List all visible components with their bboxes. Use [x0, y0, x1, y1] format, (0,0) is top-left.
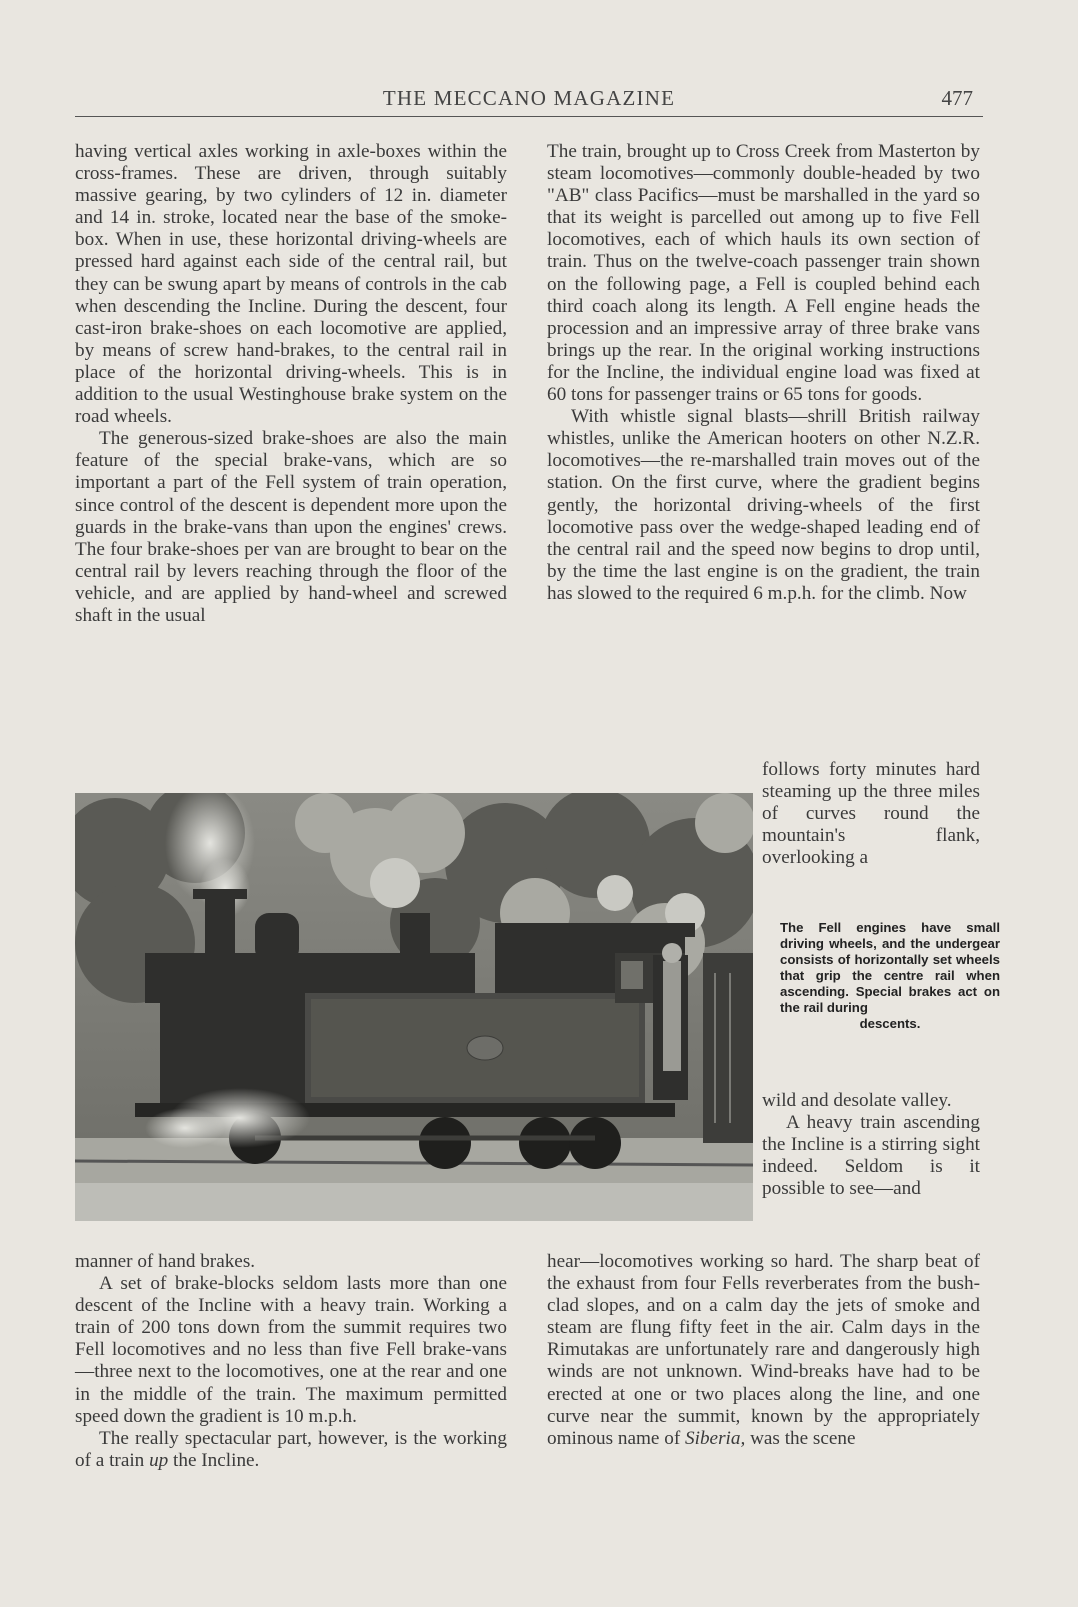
paragraph: follows forty minutes hard steaming up the three miles of curves round the mountain's flank, overlooking a	[762, 759, 980, 869]
paragraph: wild and desolate valley.	[762, 1090, 952, 1111]
left-column-top	[75, 141, 507, 627]
paragraph: The train, brought up to Cross Creek from Masterton by steam locomotives—commonly double-headed by two "AB" class Pacifics—must be marshalled in the yard so that its weight is parcelled out among up to five Fell locomotives, each of which hauls its own section of train. Thus on the twelve-coach passenger train shown on the following page, a Fell is coupled behind each third coach along its length. A Fell engine heads the procession and an impressive array of three brake vans brings up the rear. In the original working instructions for the Incline, the individual engine load was fixed at 60 tons for passenger trains or 65 tons for goods.	[547, 141, 980, 406]
photo-caption	[780, 920, 1000, 1032]
paragraph	[75, 1428, 507, 1472]
right-narrow-column-top	[762, 759, 980, 869]
paragraph: The generous-sized brake-shoes are also the main feature of the special brake-vans, which are so important a part of the Fell system of train operation, since control of the descent is dependent more upon the guards in the brake-vans than upon the engines' crews. The four brake-shoes per van are brought to bear on the central rail by levers reaching through the floor of the vehicle, and are applied by hand-wheel and screwed shaft in the usual	[75, 428, 507, 626]
right-column-bottom	[547, 1251, 980, 1450]
paragraph: manner of hand brakes.	[75, 1251, 256, 1272]
right-narrow-column-bottom	[762, 1090, 980, 1200]
paragraph: A set of brake-blocks seldom lasts more than one descent of the Incline with a heavy train. Working a train of 200 tons down from the summit requires two Fell locomotives and no less than five Fell brake-vans—three next to the locomotives, one at the rear and one in the middle of the train. The maximum permitted speed down the gradient is 10 m.p.h.	[75, 1273, 507, 1427]
paragraph: With whistle signal blasts—shrill British railway whistles, unlike the American hooters on other N.Z.R. locomotives—the re-marshalled train moves out of the station. On the first curve, where the gradient begins gently, the horizontal driving-wheels of the first locomotive pass over the wedge-shaped leading end of the central rail and the speed now begins to drop until, by the time the last engine is on the gradient, the train has slowed to the required 6 m.p.h. for the climb. Now	[547, 406, 980, 604]
paragraph: having vertical axles working in axle-boxes within the cross-frames. These are driven, through suitably massive gearing, by two cylinders of 12 in. diameter and 14 in. stroke, located near the base of the smoke-box. When in use, these horizontal driving-wheels are pressed hard against each side of the central rail, but they can be swung apart by means of controls in the cab when descending the Incline. During the descent, four cast-iron brake-shoes on each locomotive are applied, by means of screw hand-brakes, to the central rail in place of the horizontal driving-wheels. This is in addition to the usual Westinghouse brake system on the road wheels.	[75, 141, 507, 428]
fell-locomotive-photo	[75, 793, 753, 1221]
page-header	[75, 86, 983, 117]
caption-text: The Fell engines have small driving wheels, and the undergear consists of horizontally set wheels that grip the centre rail when ascending. Special brakes act on the rail during	[780, 920, 1000, 1015]
paragraph-text: The really spectacular part, however, is the working of a train	[75, 1427, 507, 1471]
paragraph-text-tail: the Incline.	[168, 1449, 260, 1471]
page-number: 477	[941, 86, 973, 110]
paragraph-text-tail: was the scene	[745, 1427, 856, 1449]
left-column-bottom	[75, 1251, 507, 1472]
italic-word: up	[149, 1449, 169, 1471]
paragraph-text: hear—locomotives working so hard. The sharp beat of the exhaust from four Fells reverberates from the bush-clad slopes, and on a calm day the jets of smoke and steam are flung fifty feet in the air. Calm days in the Rimutakas are unfortunately rare and dangerously high winds are not unknown. Wind-breaks have had to be erected at one or two places along the line, and one curve near the summit, known by the appropriately ominous name of	[547, 1251, 980, 1449]
right-column-top	[547, 141, 980, 605]
magazine-title: THE MECCANO MAGAZINE	[382, 86, 676, 110]
paragraph	[547, 1251, 980, 1450]
paragraph: A heavy train ascending the Incline is a stirring sight indeed. Seldom is it possible to see—and	[762, 1112, 980, 1200]
caption-text-end: descents.	[859, 1016, 921, 1031]
italic-word: Siberia,	[685, 1427, 746, 1449]
